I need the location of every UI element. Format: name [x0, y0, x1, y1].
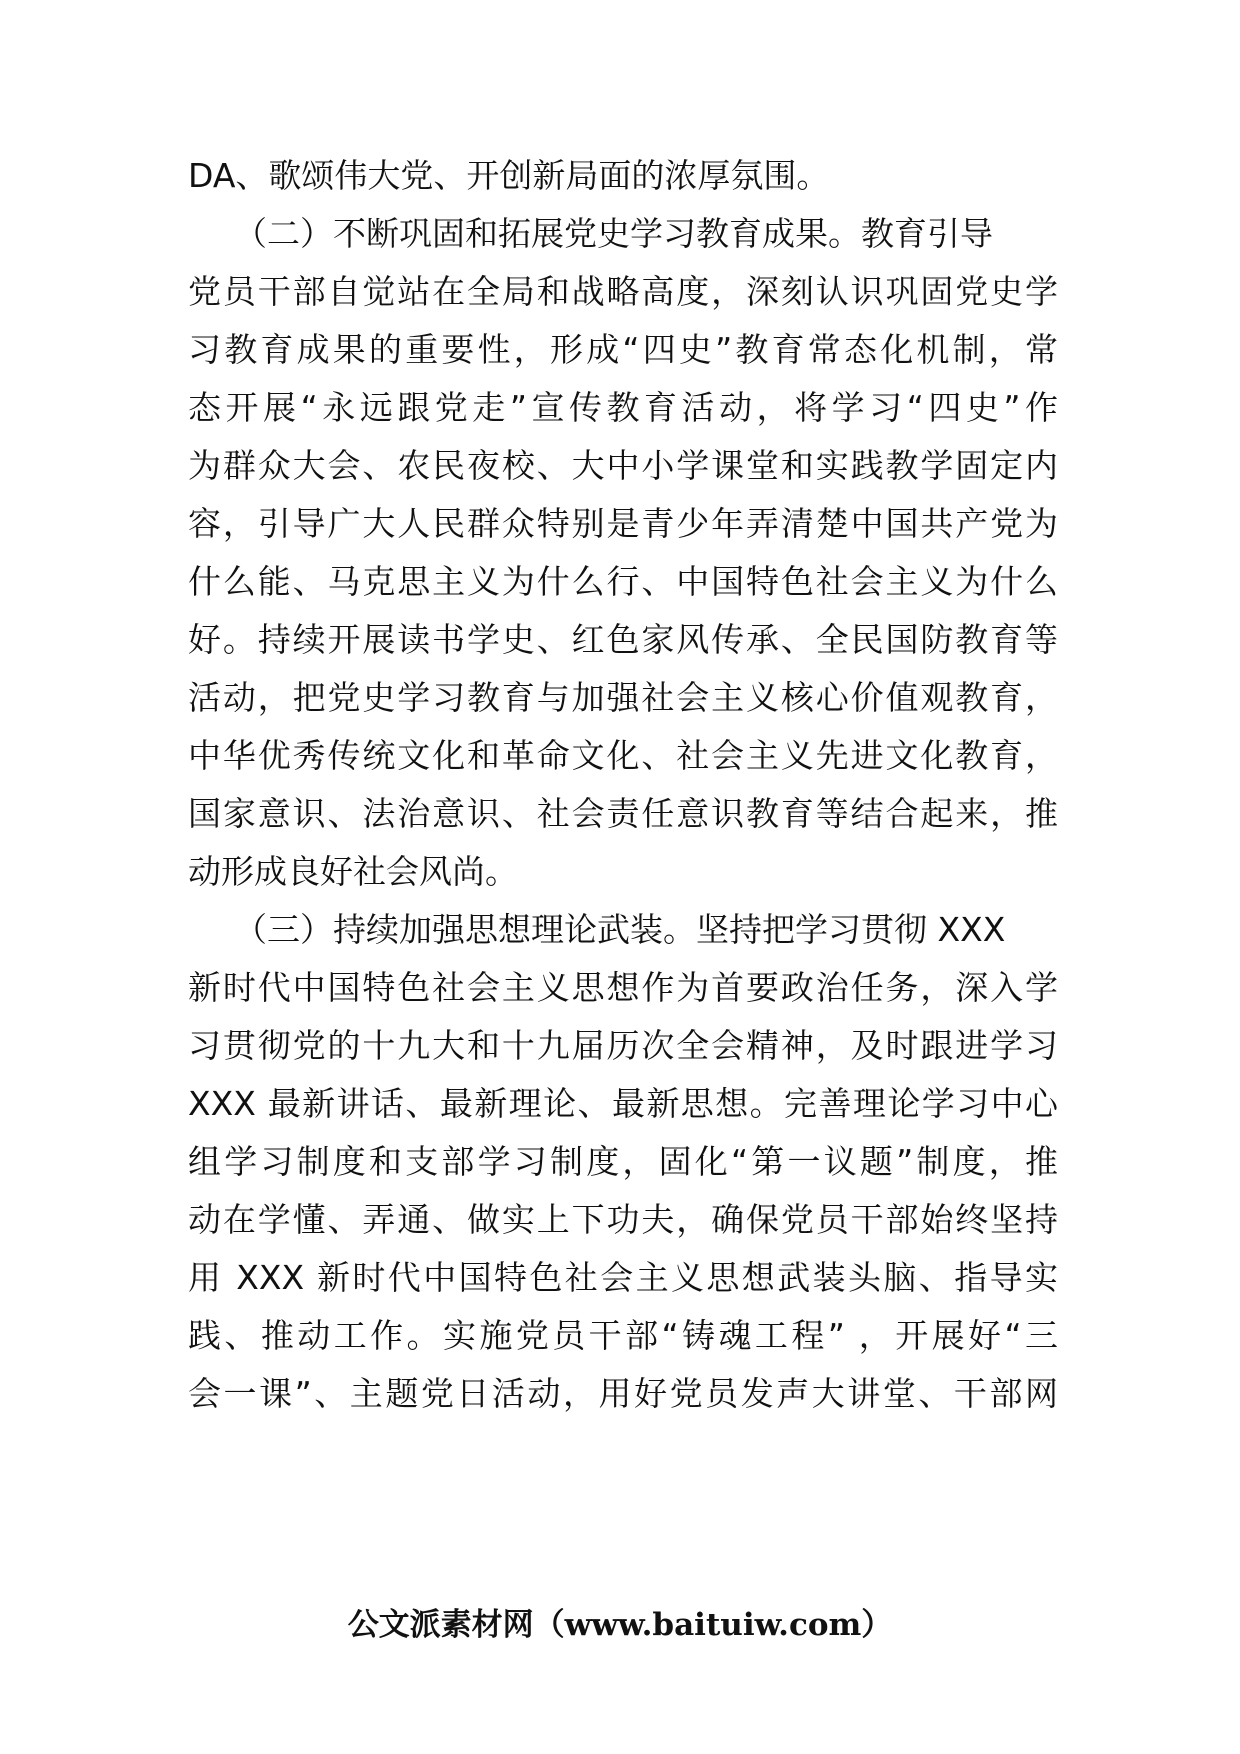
text-line: DA、歌颂伟大党、开创新局面的浓厚氛围。: [188, 156, 830, 195]
text-line: 好。持续开展读书学史、红色家风传承、全民国防教育等: [188, 620, 1058, 659]
text-line: 国家意识、法治意识、社会责任意识教育等结合起来，推: [188, 794, 1058, 833]
footer-watermark: 公文派素材网（www.baituiw.com）: [347, 1607, 893, 1643]
text-line: 用 XXX 新时代中国特色社会主义思想武装头脑、指导实: [188, 1258, 1058, 1297]
text-line: 践、推动工作。实施党员干部“铸魂工程” ，开展好“三: [188, 1316, 1058, 1355]
text-line: 动在学懂、弄通、做实上下功夫，确保党员干部始终坚持: [188, 1200, 1058, 1239]
section-heading-line: （三）持续加强思想理论武装。坚持把学习贯彻 XXX: [234, 910, 1006, 949]
text-line: 会一课”、主题党日活动，用好党员发声大讲堂、干部网: [188, 1374, 1058, 1413]
text-line: 新时代中国特色社会主义思想作为首要政治任务，深入学: [188, 968, 1058, 1007]
text-line: 动形成良好社会风尚。: [188, 852, 518, 891]
text-line: 活动，把党史学习教育与加强社会主义核心价值观教育，: [188, 678, 1058, 717]
text-line: 什么能、马克思主义为什么行、中国特色社会主义为什么: [188, 562, 1058, 601]
text-line: 习贯彻党的十九大和十九届历次全会精神，及时跟进学习: [188, 1026, 1058, 1065]
text-line: XXX 最新讲话、最新理论、最新思想。完善理论学习中心: [188, 1084, 1058, 1123]
text-line: 态开展“永远跟党走”宣传教育活动，将学习“四史”作: [188, 388, 1058, 427]
text-line: 为群众大会、农民夜校、大中小学课堂和实践教学固定内: [188, 446, 1058, 485]
text-line: 组学习制度和支部学习制度，固化“第一议题”制度，推: [188, 1142, 1058, 1181]
text-line: 习教育成果的重要性，形成“四史”教育常态化机制，常: [188, 330, 1058, 369]
text-line: 党员干部自觉站在全局和战略高度，深刻认识巩固党史学: [188, 272, 1058, 311]
text-line: 中华优秀传统文化和革命文化、社会主义先进文化教育，: [188, 736, 1058, 775]
text-line: 容，引导广大人民群众特别是青少年弄清楚中国共产党为: [188, 504, 1058, 543]
section-heading-line: （二）不断巩固和拓展党史学习教育成果。教育引导: [234, 214, 993, 253]
